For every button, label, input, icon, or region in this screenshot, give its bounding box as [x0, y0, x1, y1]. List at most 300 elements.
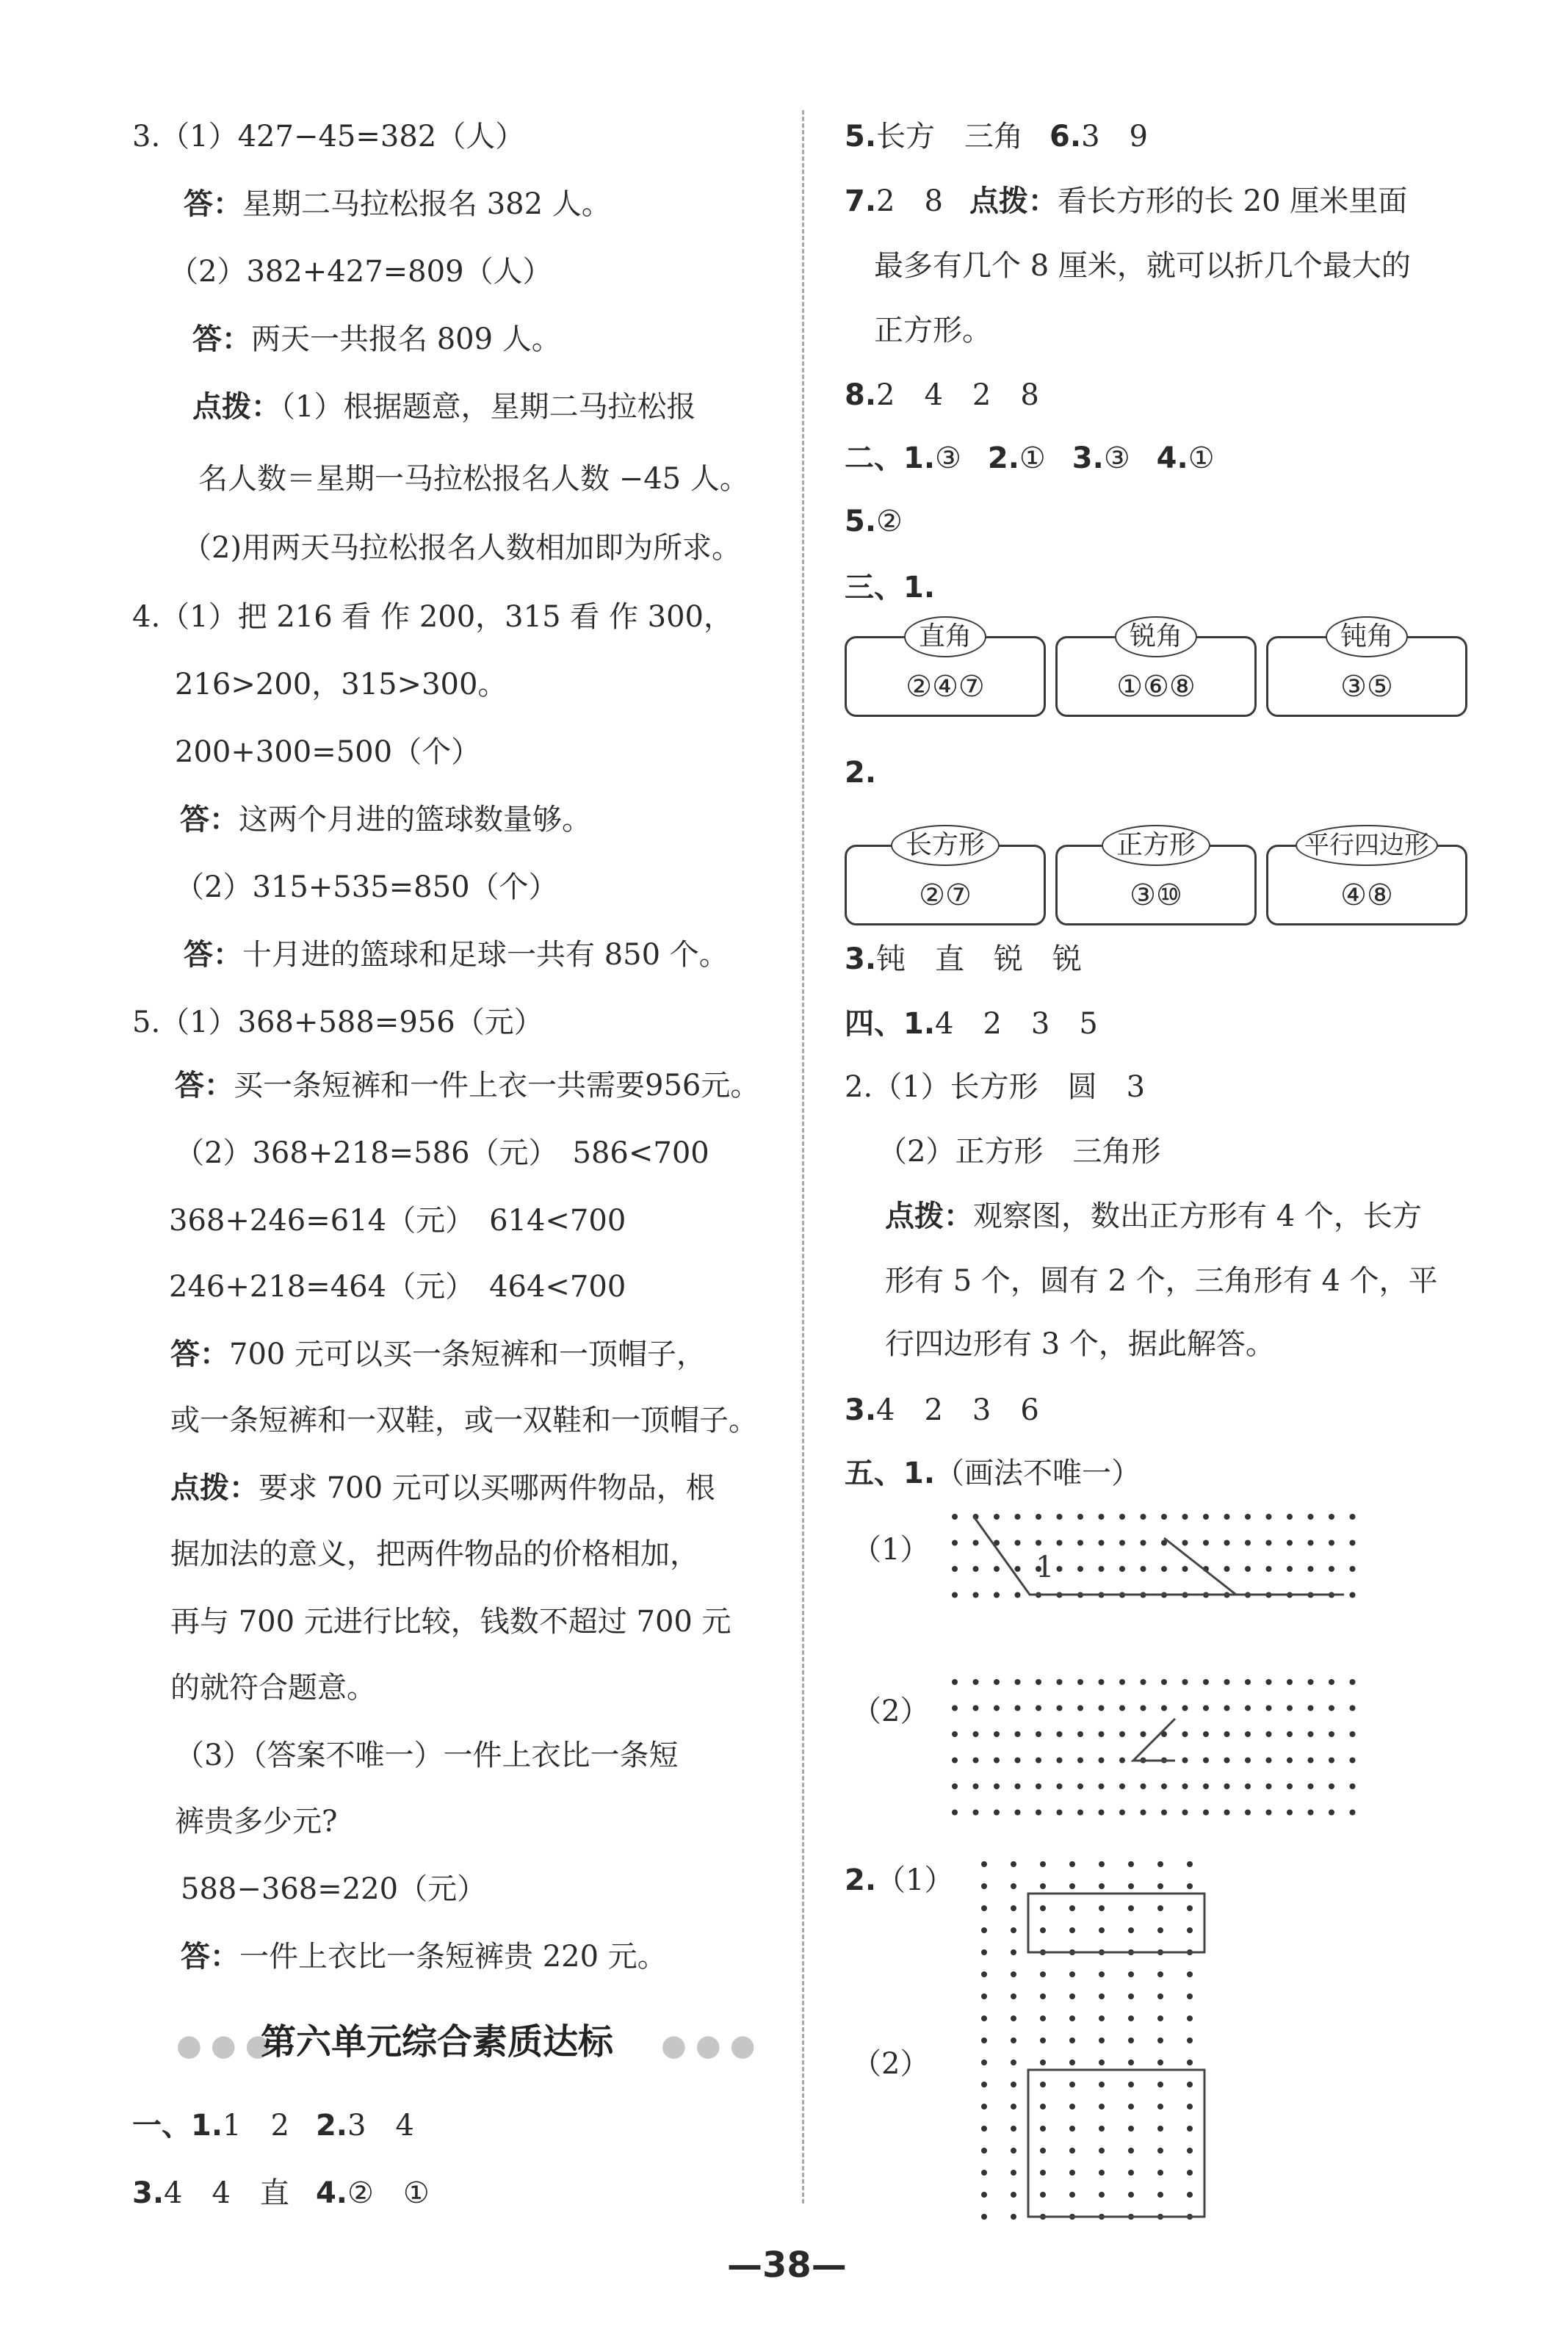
q5-part2-line1: （2）368+218=586（元） 586<700	[175, 1136, 709, 1170]
grid-dot	[1077, 1566, 1083, 1572]
grid-dot	[1187, 1971, 1193, 1977]
grid-dot	[1119, 1679, 1125, 1685]
grid-dot	[1011, 2126, 1016, 2132]
grid-dot	[952, 1731, 958, 1737]
q4-part1-line2: 216>200，315>300。	[175, 668, 507, 701]
grid-dot	[1308, 1514, 1314, 1520]
grid-dot	[1069, 1927, 1075, 1933]
grid-dot	[1099, 1810, 1105, 1816]
grid-dot	[981, 2060, 987, 2065]
grid-dot	[952, 1566, 958, 1572]
grid-dot	[1077, 1810, 1083, 1816]
grid-dot	[1187, 2060, 1193, 2065]
grid-dot	[1040, 2148, 1046, 2154]
grid-dot	[1011, 1949, 1016, 1955]
grid-dot	[1128, 1883, 1134, 1889]
grid-dot	[1308, 1810, 1314, 1816]
grid-dot	[1036, 1758, 1041, 1764]
drawn-right-angle	[974, 1517, 1344, 1595]
grid-dot	[1040, 2170, 1046, 2176]
grid-dot	[994, 1731, 1000, 1737]
drawn-angle	[1133, 1719, 1175, 1761]
grid-dot	[1099, 2192, 1105, 2198]
grid-dot	[1119, 1731, 1125, 1737]
grid-dot	[1157, 2015, 1163, 2021]
grid-dot	[1015, 1810, 1021, 1816]
grid-dot	[1011, 1861, 1016, 1867]
grid-dot	[1069, 2192, 1075, 2198]
grid-dot	[973, 1783, 979, 1789]
grid-dot	[1057, 1758, 1063, 1764]
grid-dot	[1015, 1592, 1021, 1598]
grid-dot	[1128, 1993, 1134, 1999]
q4-answer1: 答：这两个月进的篮球数量够。	[180, 803, 591, 837]
grid-dot	[1187, 1905, 1193, 1911]
q5-answer2-line1: 答：700 元可以买一条短裤和一顶帽子，	[170, 1338, 707, 1371]
dot-grid-angles-2	[947, 1675, 1388, 1829]
part5-q1-sub2: （2）	[852, 1694, 930, 1728]
grid-dot	[1329, 1731, 1334, 1737]
grid-dot	[1099, 2126, 1105, 2132]
grid-dot	[1128, 2082, 1134, 2087]
grid-dot	[1011, 1971, 1016, 1977]
grid-dot	[1015, 1731, 1021, 1737]
q5-tip-line3: 再与 700 元进行比较，钱数不超过 700 元	[170, 1605, 731, 1639]
grid-dot	[1203, 1514, 1209, 1520]
grid-dot	[1011, 2214, 1016, 2220]
grid-dot	[1015, 1540, 1021, 1546]
grid-dot	[1161, 1783, 1167, 1789]
grid-dot	[1350, 1810, 1356, 1816]
grid-dot	[1182, 1540, 1188, 1546]
grid-dot	[1161, 1679, 1167, 1685]
grid-dot	[1203, 1731, 1209, 1737]
grid-dot	[1224, 1783, 1230, 1789]
grid-dot	[1128, 2015, 1134, 2021]
grid-dot	[1011, 2015, 1016, 2021]
grid-dot	[1203, 1679, 1209, 1685]
grid-dot	[981, 1861, 987, 1867]
grid-dot	[1157, 2126, 1163, 2132]
grid-dot	[1099, 1783, 1105, 1789]
grid-dot	[1077, 1540, 1083, 1546]
grid-dot	[1011, 2170, 1016, 2176]
grid-dot	[1329, 1514, 1334, 1520]
grid-dot	[1157, 1883, 1163, 1889]
grid-dot	[1187, 2170, 1193, 2176]
grid-dot	[994, 1758, 1000, 1764]
grid-dot	[1128, 2060, 1134, 2065]
page-number: —38—	[727, 2245, 847, 2286]
grid-dot	[1099, 2015, 1105, 2021]
grid-dot	[994, 1514, 1000, 1520]
grid-dot	[1224, 1758, 1230, 1764]
grid-dot	[1350, 1566, 1356, 1572]
shape-box-label: 长方形	[891, 825, 1000, 866]
shape-box-label: 平行四边形	[1296, 825, 1438, 866]
grid-dot	[1040, 1905, 1046, 1911]
grid-dot	[1099, 2038, 1105, 2043]
grid-dot	[1015, 1566, 1021, 1572]
grid-dot	[1040, 2192, 1046, 2198]
grid-dot	[1011, 2060, 1016, 2065]
q5-part3-line1: （3）（答案不唯一）一件上衣比一条短	[175, 1739, 679, 1772]
part5-q2-sub2: （2）	[852, 2047, 930, 2081]
grid-dot	[1069, 1971, 1075, 1977]
grid-dot	[1099, 1514, 1105, 1520]
grid-dot	[1099, 1706, 1105, 1711]
grid-dot	[973, 1706, 979, 1711]
grid-dot	[1036, 1731, 1041, 1737]
grid-dot	[1350, 1679, 1356, 1685]
grid-dot	[1224, 1514, 1230, 1520]
grid-dot	[1077, 1783, 1083, 1789]
grid-dot	[1157, 1971, 1163, 1977]
grid-dot	[1141, 1706, 1146, 1711]
grid-dot	[1287, 1540, 1293, 1546]
q3-tip-line2: 名人数＝星期一马拉松报名人数 −45 人。	[198, 462, 749, 496]
grid-dot	[1099, 1993, 1105, 1999]
grid-dot	[1119, 1810, 1125, 1816]
dot-grid-square	[969, 2035, 1234, 2226]
grid-dot	[1099, 1861, 1105, 1867]
grid-dot	[1187, 1883, 1193, 1889]
grid-dot	[1119, 1783, 1125, 1789]
q4-answer2: 答：十月进的篮球和足球一共有 850 个。	[184, 938, 729, 972]
angle-box-label: 钝角	[1326, 616, 1408, 657]
grid-dot	[1069, 2170, 1075, 2176]
grid-dot	[981, 1993, 987, 1999]
grid-dot	[1245, 1783, 1251, 1789]
section-title: 第六单元综合素质达标	[261, 2021, 614, 2062]
part5-q1-sub1: （1）	[852, 1533, 930, 1567]
grid-dot	[1245, 1540, 1251, 1546]
grid-dot	[1011, 1905, 1016, 1911]
grid-dot	[1099, 1905, 1105, 1911]
grid-dot	[1036, 1783, 1041, 1789]
grid-dot	[1057, 1731, 1063, 1737]
part3-q1-label: 三、1.	[845, 571, 936, 604]
grid-dot	[1099, 1971, 1105, 1977]
grid-dot	[1287, 1758, 1293, 1764]
grid-dot	[1119, 1514, 1125, 1520]
grid-dot	[1308, 1540, 1314, 1546]
shape-box-square	[1055, 830, 1257, 925]
grid-dot	[1266, 1679, 1272, 1685]
grid-dot	[952, 1783, 958, 1789]
grid-dot	[981, 2082, 987, 2087]
grid-dot	[1011, 2082, 1016, 2087]
q3-tip-line1: 点拨：（1）根据题意，星期二马拉松报	[192, 390, 696, 424]
grid-dot	[1069, 2082, 1075, 2087]
q4-part1-line3: 200+300=500（个）	[175, 735, 481, 769]
grid-dot	[1015, 1706, 1021, 1711]
part5-q1-label: 五、1.（画法不唯一）	[845, 1457, 1141, 1490]
part4-q2-line1: 2.（1）长方形 圆 3	[845, 1070, 1146, 1104]
grid-dot	[1187, 2104, 1193, 2109]
angle-box-label: 锐角	[1115, 616, 1197, 657]
grid-dot	[1069, 1993, 1075, 1999]
answer-7: 7.2 8 点拨：看长方形的长 20 厘米里面	[845, 184, 1408, 218]
grid-dot	[981, 1949, 987, 1955]
part2-line1: 二、1.③ 2.① 3.③ 4.①	[845, 441, 1215, 475]
grid-dot	[1057, 1566, 1063, 1572]
grid-dot	[1099, 1927, 1105, 1933]
grid-dot	[981, 2192, 987, 2198]
grid-dot	[1040, 2082, 1046, 2087]
grid-dot	[1040, 2104, 1046, 2109]
grid-dot	[1015, 1758, 1021, 1764]
q3-part1: 3.（1）427−45=382（人）	[132, 120, 525, 154]
grid-dot	[1350, 1540, 1356, 1546]
grid-dot	[952, 1758, 958, 1764]
grid-dot	[1069, 1905, 1075, 1911]
heading-dots-left: ●●●	[176, 2029, 280, 2062]
grid-dot	[1077, 1758, 1083, 1764]
grid-dot	[1040, 2126, 1046, 2132]
grid-dot	[1099, 1883, 1105, 1889]
grid-dot	[1329, 1540, 1334, 1546]
grid-dot	[1069, 1883, 1075, 1889]
shape-box-value: ③⑩	[1130, 878, 1182, 912]
grid-dot	[1245, 1514, 1251, 1520]
grid-dot	[1161, 1566, 1167, 1572]
grid-dot	[1187, 2192, 1193, 2198]
grid-dot	[981, 2015, 987, 2021]
grid-dot	[1040, 2060, 1046, 2065]
drawn-acute-angle	[1164, 1538, 1344, 1595]
grid-dot	[1157, 2104, 1163, 2109]
grid-dot	[994, 1592, 1000, 1598]
grid-dot	[1203, 1783, 1209, 1789]
column-divider	[802, 110, 804, 2204]
grid-dot	[1057, 1783, 1063, 1789]
grid-dot	[1128, 2104, 1134, 2109]
grid-dot	[1203, 1540, 1209, 1546]
grid-dot	[1099, 2148, 1105, 2154]
grid-dot	[1128, 2126, 1134, 2132]
grid-dot	[1182, 1514, 1188, 1520]
q5-part2-line3: 246+218=464（元） 464<700	[169, 1270, 626, 1304]
grid-dot	[981, 2170, 987, 2176]
grid-dot	[1287, 1731, 1293, 1737]
grid-dot	[1187, 1927, 1193, 1933]
grid-dot	[1015, 1514, 1021, 1520]
grid-dot	[1266, 1514, 1272, 1520]
grid-dot	[1329, 1810, 1334, 1816]
grid-dot	[1077, 1679, 1083, 1685]
grid-dot	[981, 2038, 987, 2043]
part3-q2-label: 2.	[845, 756, 877, 790]
grid-dot	[994, 1810, 1000, 1816]
grid-dot	[1157, 1905, 1163, 1911]
grid-dot	[973, 1540, 979, 1546]
grid-dot	[1329, 1758, 1334, 1764]
grid-dot	[1128, 1905, 1134, 1911]
grid-dot	[1287, 1566, 1293, 1572]
part5-q2-sub1: 2.（1）	[845, 1863, 954, 1897]
grid-dot	[1040, 2038, 1046, 2043]
grid-dot	[1040, 1971, 1046, 1977]
grid-dot	[952, 1592, 958, 1598]
q3-part2: （2）382+427=809（人）	[169, 255, 552, 289]
grid-dot	[1141, 1540, 1146, 1546]
grid-dot	[1040, 1861, 1046, 1867]
drawn-square	[1028, 2070, 1204, 2217]
grid-dot	[1069, 2015, 1075, 2021]
grid-dot	[1040, 2015, 1046, 2021]
grid-dot	[1329, 1706, 1334, 1711]
grid-dot	[1266, 1758, 1272, 1764]
grid-dot	[994, 1679, 1000, 1685]
grid-dot	[1245, 1758, 1251, 1764]
grid-dot	[1099, 1758, 1105, 1764]
q4-part1-line1: 4.（1）把 216 看 作 200，315 看 作 300，	[132, 600, 734, 634]
angle-box-value: ③⑤	[1340, 670, 1393, 704]
q5-part3-line3: 588−368=220（元）	[181, 1872, 487, 1906]
grid-dot	[973, 1566, 979, 1572]
part4-q2-line2: （2）正方形 三角形	[878, 1135, 1161, 1169]
grid-dot	[1182, 1566, 1188, 1572]
grid-dot	[1287, 1810, 1293, 1816]
grid-dot	[1266, 1810, 1272, 1816]
grid-dot	[952, 1540, 958, 1546]
grid-dot	[973, 1758, 979, 1764]
grid-dot	[973, 1679, 979, 1685]
grid-dot	[1036, 1540, 1041, 1546]
grid-dot	[1099, 1566, 1105, 1572]
q5-part3-line2: 裤贵多少元?	[175, 1805, 338, 1838]
grid-dot	[1099, 2060, 1105, 2065]
part4-tip-line2: 形有 5 个，圆有 2 个，三角形有 4 个，平	[885, 1264, 1438, 1298]
grid-dot	[1308, 1731, 1314, 1737]
grid-dot	[1128, 2192, 1134, 2198]
grid-dot	[1040, 1993, 1046, 1999]
q5-tip-line2: 据加法的意义，把两件物品的价格相加，	[170, 1537, 699, 1571]
grid-dot	[1224, 1679, 1230, 1685]
grid-dot	[1157, 2170, 1163, 2176]
grid-dot	[1350, 1731, 1356, 1737]
grid-dot	[981, 2148, 987, 2154]
grid-dot	[1329, 1783, 1334, 1789]
section-heading	[176, 2013, 765, 2071]
angle-box-obtuse-angle	[1266, 621, 1467, 717]
grid-dot	[1187, 1993, 1193, 1999]
q4-part2: （2）315+535=850（个）	[175, 870, 558, 904]
grid-dot	[994, 1706, 1000, 1711]
grid-dot	[981, 1971, 987, 1977]
grid-dot	[1287, 1706, 1293, 1711]
part2-line2: 5.②	[845, 505, 903, 538]
grid-dot	[1187, 1861, 1193, 1867]
grid-dot	[1350, 1758, 1356, 1764]
grid-dot	[1119, 1566, 1125, 1572]
grid-dot	[1128, 2170, 1134, 2176]
grid-dot	[1287, 1783, 1293, 1789]
grid-dot	[1011, 1883, 1016, 1889]
grid-dot	[1119, 1758, 1125, 1764]
grid-dot	[1036, 1810, 1041, 1816]
grid-dot	[973, 1810, 979, 1816]
grid-dot	[994, 1783, 1000, 1789]
grid-dot	[1099, 2170, 1105, 2176]
q5-answer1: 答：买一条短裤和一件上衣一共需要956元。	[175, 1069, 760, 1102]
answer-7-tip-line2: 最多有几个 8 厘米，就可以折几个最大的	[874, 249, 1411, 283]
angle-box-acute-angle	[1055, 621, 1257, 717]
grid-dot	[1057, 1514, 1063, 1520]
grid-dot	[1077, 1731, 1083, 1737]
grid-dot	[1057, 1706, 1063, 1711]
grid-dot	[1099, 1540, 1105, 1546]
part4-q1: 四、1.4 2 3 5	[845, 1007, 1098, 1041]
angle-box-value: ②④⑦	[906, 670, 985, 704]
shape-box-value: ④⑧	[1340, 878, 1393, 912]
grid-dot	[1245, 1679, 1251, 1685]
answer-8: 8.2 4 2 8	[845, 378, 1039, 412]
grid-dot	[1266, 1783, 1272, 1789]
grid-dot	[1182, 1731, 1188, 1737]
angle-box-value: ①⑥⑧	[1116, 670, 1196, 704]
grid-dot	[981, 1905, 987, 1911]
q3-answer1: 答：星期二马拉松报名 382 人。	[184, 187, 611, 221]
grid-dot	[1128, 1861, 1134, 1867]
grid-dot	[1128, 2148, 1134, 2154]
section1-line1: 一、1.1 2 2.3 4	[132, 2109, 414, 2143]
grid-dot	[1182, 1783, 1188, 1789]
grid-dot	[1245, 1731, 1251, 1737]
grid-dot	[1036, 1706, 1041, 1711]
grid-dot	[1266, 1540, 1272, 1546]
grid-dot	[1069, 1861, 1075, 1867]
grid-dot	[1099, 1679, 1105, 1685]
grid-dot	[952, 1706, 958, 1711]
grid-dot	[1011, 2104, 1016, 2109]
grid-dot	[1182, 1679, 1188, 1685]
angle-marker-1: 1	[1036, 1551, 1055, 1584]
grid-dot	[1182, 1810, 1188, 1816]
grid-dot	[973, 1592, 979, 1598]
grid-dot	[1203, 1810, 1209, 1816]
dot-grid-angles-1	[947, 1509, 1388, 1612]
grid-dot	[1308, 1679, 1314, 1685]
grid-dot	[1308, 1758, 1314, 1764]
shape-box-parallelogram	[1266, 831, 1467, 925]
grid-dot	[981, 1883, 987, 1889]
grid-dot	[1245, 1566, 1251, 1572]
section1-line2: 3.4 4 直 4.② ①	[132, 2176, 430, 2210]
grid-dot	[1187, 2038, 1193, 2043]
grid-dot	[1157, 2148, 1163, 2154]
part4-q3: 3.4 2 3 6	[845, 1393, 1039, 1427]
grid-dot	[1157, 2060, 1163, 2065]
grid-dot	[1069, 2148, 1075, 2154]
grid-dot	[1141, 1566, 1146, 1572]
grid-dot	[1187, 2082, 1193, 2087]
shape-box-label: 正方形	[1102, 825, 1210, 866]
grid-dot	[1036, 1679, 1041, 1685]
grid-dot	[1157, 1927, 1163, 1933]
grid-dot	[1161, 1810, 1167, 1816]
q5-tip-line4: 的就符合题意。	[170, 1671, 376, 1705]
grid-dot	[1187, 2015, 1193, 2021]
grid-dot	[1350, 1514, 1356, 1520]
grid-dot	[1203, 1706, 1209, 1711]
grid-dot	[1011, 2192, 1016, 2198]
grid-dot	[1329, 1566, 1334, 1572]
grid-dot	[1161, 1706, 1167, 1711]
grid-dot	[1308, 1566, 1314, 1572]
shape-box-rectangle	[845, 830, 1046, 925]
